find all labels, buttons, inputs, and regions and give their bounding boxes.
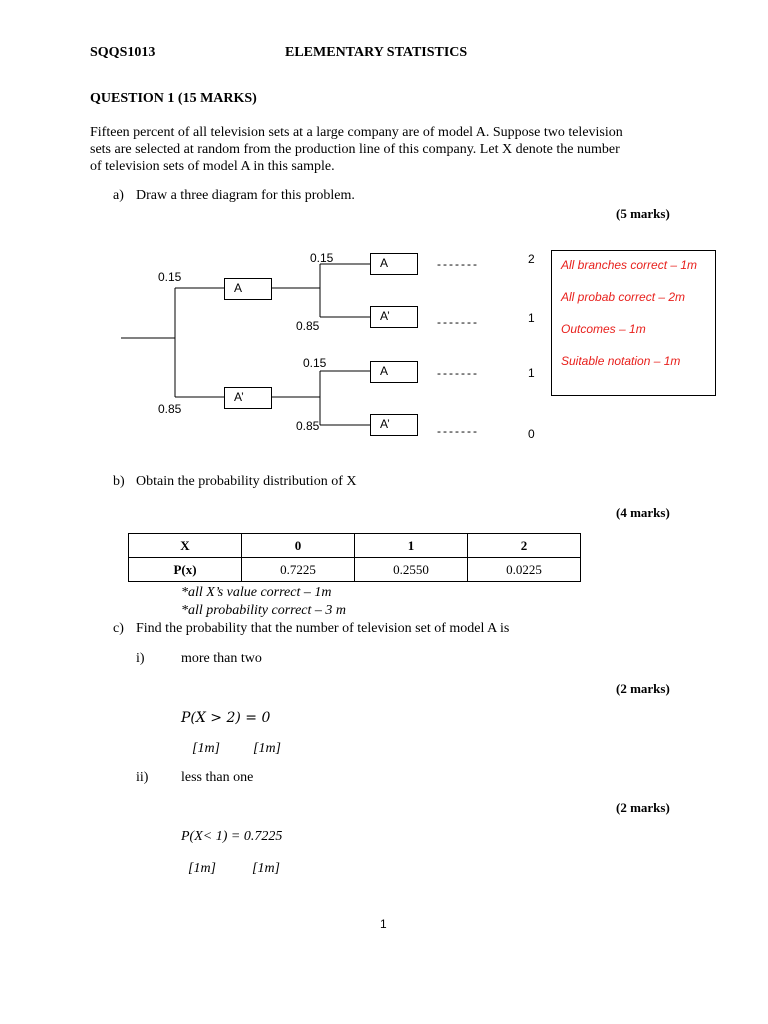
node-second-2: A’ bbox=[370, 306, 418, 328]
node-second-4: A’ bbox=[370, 414, 418, 436]
sub-ii-label: ii) bbox=[136, 770, 149, 785]
prob-first-A: 0.15 bbox=[158, 270, 182, 284]
intro-line: Fifteen percent of all television sets at a large company are of model A. Suppose two television bbox=[90, 125, 623, 140]
table-cell: 0.0225 bbox=[468, 558, 581, 582]
node-first-A: A bbox=[224, 278, 272, 300]
table-header-row bbox=[129, 534, 581, 558]
part-c-text: Find the probability that the number of television set of model A is bbox=[136, 621, 510, 636]
node-second-1: A bbox=[370, 253, 418, 275]
node-first-A-prime: A’ bbox=[224, 387, 272, 409]
prob-second-2: 0.85 bbox=[296, 319, 320, 333]
rubric-item: All probab correct – 2m bbox=[561, 290, 686, 304]
grading-note: *all probability correct – 3 m bbox=[181, 603, 346, 618]
table-cell: 0 bbox=[242, 534, 355, 558]
sub-i-marks: (2 marks) bbox=[616, 681, 670, 696]
sub-i-label: i) bbox=[136, 651, 145, 666]
sub-i-mark-1: [1m] bbox=[192, 741, 221, 756]
prob-second-1: 0.15 bbox=[310, 251, 334, 265]
part-b-label: b) bbox=[113, 474, 125, 489]
table-cell: P(x) bbox=[129, 558, 242, 582]
outcome-3: 1 bbox=[528, 366, 535, 380]
sub-ii-marks: (2 marks) bbox=[616, 800, 670, 815]
table-cell: 0.7225 bbox=[242, 558, 355, 582]
outcome-2: 1 bbox=[528, 311, 535, 325]
intro-line: sets are selected at random from the production line of this company. Let X denote the number bbox=[90, 142, 620, 157]
part-b-text: Obtain the probability distribution of X bbox=[136, 474, 357, 489]
part-a-text: Draw a three diagram for this problem. bbox=[136, 188, 355, 203]
rubric-item: All branches correct – 1m bbox=[561, 258, 698, 272]
marking-rubric bbox=[551, 250, 716, 396]
table-cell: 0.2550 bbox=[355, 558, 468, 582]
sub-i-text: more than two bbox=[181, 651, 262, 666]
dashes-2: ------- bbox=[437, 315, 479, 329]
sub-i-answer: P(X > 2) = 0 bbox=[181, 710, 271, 726]
table-cell: 1 bbox=[355, 534, 468, 558]
table-cell: 2 bbox=[468, 534, 581, 558]
sub-i-mark-2: [1m] bbox=[253, 741, 282, 756]
part-a-marks: (5 marks) bbox=[616, 206, 670, 221]
prob-second-4: 0.85 bbox=[296, 419, 320, 433]
probability-table bbox=[128, 533, 581, 582]
part-a-label: a) bbox=[113, 188, 124, 203]
part-b-marks: (4 marks) bbox=[616, 505, 670, 520]
dashes-1: ------- bbox=[437, 257, 479, 271]
question-heading: QUESTION 1 (15 MARKS) bbox=[90, 91, 257, 106]
course-title: ELEMENTARY STATISTICS bbox=[285, 45, 468, 60]
page-number: 1 bbox=[380, 917, 387, 931]
grading-note: *all X’s value correct – 1m bbox=[181, 585, 332, 600]
sub-ii-mark-1: [1m] bbox=[188, 861, 217, 876]
prob-second-3: 0.15 bbox=[303, 356, 327, 370]
outcome-4: 0 bbox=[528, 427, 535, 441]
sub-ii-text: less than one bbox=[181, 770, 254, 785]
intro-line: of television sets of model A in this sample. bbox=[90, 159, 335, 174]
sub-ii-mark-2: [1m] bbox=[252, 861, 281, 876]
part-c-label: c) bbox=[113, 621, 124, 636]
sub-ii-answer: P(X< 1) = 0.7225 bbox=[181, 829, 283, 844]
table-cell: X bbox=[129, 534, 242, 558]
dashes-4: ------- bbox=[437, 424, 479, 438]
rubric-item: Outcomes – 1m bbox=[561, 322, 646, 336]
node-second-3: A bbox=[370, 361, 418, 383]
dashes-3: ------- bbox=[437, 366, 479, 380]
rubric-item: Suitable notation – 1m bbox=[561, 354, 681, 368]
prob-first-A-prime: 0.85 bbox=[158, 402, 182, 416]
course-code: SQQS1013 bbox=[90, 45, 156, 60]
outcome-1: 2 bbox=[528, 252, 535, 266]
table-row bbox=[129, 558, 581, 582]
